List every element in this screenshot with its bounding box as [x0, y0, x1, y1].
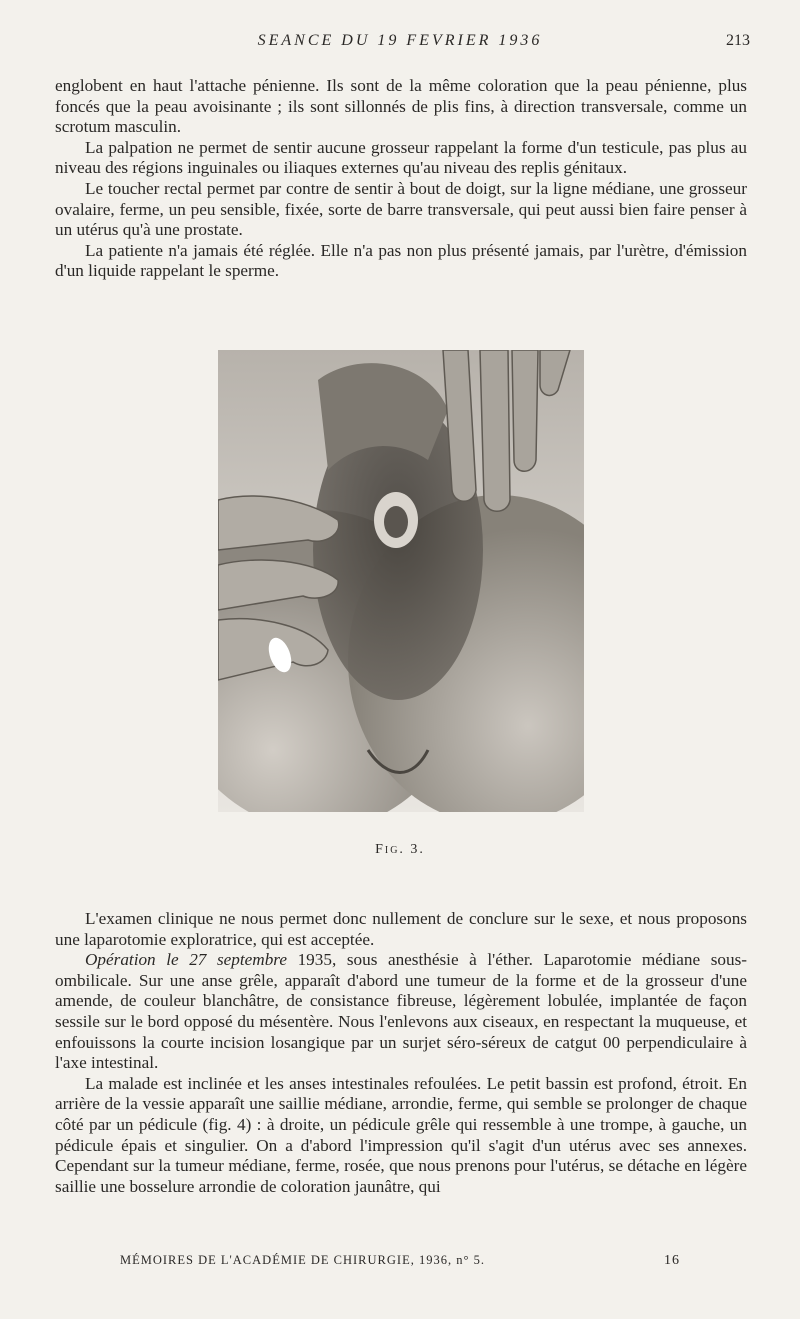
bottom-text-block [55, 909, 747, 1197]
operation-date-lead: Opération le 27 septembre [85, 950, 287, 970]
running-head [0, 30, 800, 54]
page-footer [120, 1253, 690, 1273]
footer-journal: MÉMOIRES DE L'ACADÉMIE DE CHIRURGIE, 1936, n° 5. [120, 1253, 485, 1267]
clinical-photograph [218, 350, 584, 812]
page-number: 213 [726, 32, 750, 49]
running-title: SEANCE DU 19 FEVRIER 1936 [257, 32, 543, 49]
paragraph-palpation: La palpation ne permet de sentir aucune grosseur rappelant la forme d'un testicule, pas plus au niveau des régions inguinales ou iliaques externes qu'au niveau des replis génitaux. [55, 137, 747, 178]
paragraph-conclusion: L'examen clinique ne nous permet donc nullement de conclure sur le sexe, et nous proposons une laparotomie exploratrice, qui est acceptée. [55, 909, 747, 949]
paragraph-operation [55, 950, 747, 1074]
footer-signature: 16 [664, 1253, 680, 1268]
figure-photograph [218, 350, 584, 812]
top-text-block [55, 76, 747, 282]
operation-text: 1935, sous anesthésie à l'éther. Laparotomie médiane sous-ombilicale. Sur une anse grêle, apparaît d'abord une tumeur de la forme et de la grosseur d'une amende, de couleur blanchâtre, de consistance fibreuse, légèrement lobulée, implantée de façon sessile sur le bord opposé du mésentère. Nous l'enlevons aux ciseaux, en respectant la muqueuse, et enfouissons la courte incision losangique par un surjet séro-séreux de catgut 00 perpendiculaire à l'axe intestinal. [55, 950, 747, 1073]
paragraph-continued: englobent en haut l'attache pénienne. Ils sont de la même coloration que la peau pénienne, plus foncés que la peau avoisinante ; ils sont sillonnés de plis fins, à direction transversale, comme un scrotum masculin. [55, 76, 747, 137]
paragraph-history: La patiente n'a jamais été réglée. Elle n'a pas non plus présenté jamais, par l'urètre, d'émission d'un liquide rappelant le sperme. [55, 240, 747, 281]
paragraph-rectal-exam: Le toucher rectal permet par contre de sentir à bout de doigt, sur la ligne médiane, une grosseur ovalaire, ferme, un peu sensible, fixée, sorte de barre transversale, qui peut aussi bien faire penser à un utérus qu'à une prostate. [55, 178, 747, 240]
figure-caption: Fig. 3. [375, 842, 425, 857]
paragraph-pelvis: La malade est inclinée et les anses intestinales refoulées. Le petit bassin est profond, étroit. En arrière de la vessie apparaît une saillie médiane, arrondie, ferme, qui semble se prolonger de chaque côté par un pédicule (fig. 4) : à droite, un pédicule grêle qui ressemble à une trompe, à gauche, un pédicule épais et singulier. On a d'abord l'impression qu'il s'agit d'un utérus avec ses annexes. Cependant sur la tumeur médiane, ferme, rosée, que nous prenons pour l'utérus, se détache en légère saillie une bosselure arrondie de coloration jaunâtre, qui [55, 1073, 747, 1196]
